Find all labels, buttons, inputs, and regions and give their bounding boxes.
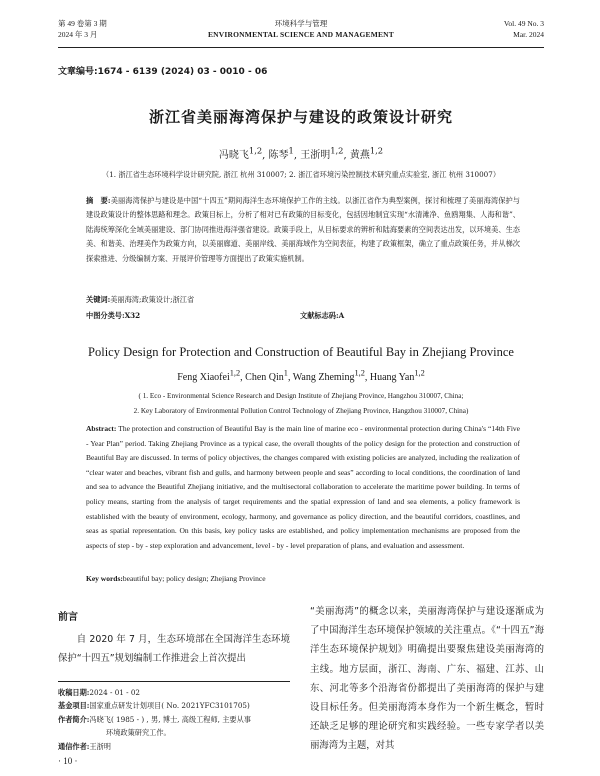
footnote-author-bio-cont: 环境政策研究工作。 [106, 728, 171, 738]
header-volume-cn: 第 49 卷第 3 期 [58, 19, 107, 28]
keywords-en-text: beautiful bay; policy design; Zhejiang Province [122, 574, 266, 583]
abstract-en-label: Abstract: [86, 424, 117, 433]
author-en: Huang Yan$^{1,2}$ [369, 369, 425, 384]
footnote-received: 收稿日期:2024 - 01 - 02 [58, 688, 140, 697]
author-zh: 陈琴$^1$, [268, 146, 298, 162]
keywords-chinese [86, 295, 520, 305]
affiliations-chinese: （1. 浙江省生态环境科学设计研究院, 浙江 杭州 310007; 2. 浙江省环境污染控制技术研究重点实验室, 浙江 杭州 310007） [101, 170, 501, 179]
author-en: Feng Xiaofei$^{1,2}$, [177, 369, 246, 384]
footnote-funding: 基金项目:国家重点研发计划项目( No. 2021YFC3101705) [58, 701, 250, 711]
clc-number: 中图分类号:X32 [86, 311, 141, 320]
abstract-en-text: The protection and construction of Beautiful Bay is the main line of marine eco - environmental protection during China's “14th Five - Year Plan” period. Taking Zhejiang Province as a typical case, the overall thoughts of the policy design for the protection and construction of Beautiful Bay are discussed. In terms of policy objectives, the changes compared with existing policies are analyzed, including the realization of “clear water and beaches, vibrant fish and gulls, and harmony between people and seas” according to local conditions, the coordination of land and sea to advance the Beautiful Zhejiang initiative, and the multisectoral collaboration to accelerate the maritime power building. In terms of policy means, starting from the analysis of target requirements and the spatial expression of land and sea elements, a policy framework is established with the beauty of environment, ecology, harmony, and governance as policy direction, and the beautiful corridors, coastlines, and seas as spatial representation. On this basis, key policy tasks are established, and policy implementation mechanisms are proposed from the aspects of step - by - step exploration and advancement, level - by - level preparation of plans, and evaluation and assessment. [86, 424, 520, 550]
header-volume-info-en [504, 18, 544, 40]
abstract-chinese [86, 194, 520, 266]
journal-name-en: ENVIRONMENTAL SCIENCE AND MANAGEMENT [207, 30, 395, 39]
authors-english [58, 369, 544, 383]
title-chinese: 浙江省美丽海湾保护与建设的政策设计研究 [148, 108, 453, 126]
body-column-right [310, 602, 544, 756]
authors-chinese [58, 146, 544, 161]
journal-name-cn: 环境科学与管理 [274, 19, 328, 28]
header-date-en: Mar. 2024 [513, 30, 544, 39]
footnote-author-bio: 作者简介:冯晓飞( 1985 - ) , 男, 博士, 高级工程师, 主要从事 [58, 714, 251, 724]
footnote-divider [58, 681, 290, 682]
header-divider [58, 47, 544, 48]
header-journal-name [58, 18, 544, 40]
abstract-zh-text: 美丽海湾保护与建设是中国“十四五”期间海洋生态环境保护工作的主线。以浙江省作为典型案例，探讨和梳理了美丽海湾保护与建设政策设计的整体思路和理念。政策目标上，分析了相对已有政策的目标变化，包括因地制宜实现“水清滩净、鱼鸥翔集、人海和谐”、陆海统筹深化全域美丽建设、部门协同推进海洋强省建设。政策手段上，从目标要求的辨析和陆海要素的空间表达出发，以环境美、生态美、和谐美、治理美作为政策方向，以美丽廊道、美丽岸线、美丽海域作为空间表征，构建了政策框架，确立了重点政策任务，并从梯次探索推进、分级编制方案、开展评价管理等方面提出了政策实施机制。 [86, 196, 520, 263]
keywords-zh-text: 美丽海湾;政策设计;浙江省 [110, 295, 195, 304]
author-en: Wang Zheming$^{1,2}$, [292, 369, 370, 384]
author-en: Chen Qin$^1$, [245, 369, 293, 384]
body-paragraph: “美丽海湾”的概念以来，美丽海湾保护与建设逐渐成为了中国海洋生态环境保护领域的关注重点。《“十四五”海洋生态环境保护规划》明确提出要聚焦建设美丽海湾的主线。地方层面，浙江、海南、广东、福建、江苏、山东、河北等多个沿海省份都提出了美丽海湾的保护与建设目标任务。但美丽海湾本身作为一个新生概念，暂时还缺乏足够的理论研究和实践经验。一些专家学者以美丽海湾为主题，对其 [310, 606, 544, 752]
section-heading-introduction: 前言 [58, 612, 78, 623]
keywords-english [86, 574, 266, 583]
article-number: 文章编号:1674 - 6139 (2024) 03 - 0010 - 06 [58, 67, 268, 77]
footnote-corresponding: 通信作者:王浙明 [58, 741, 111, 751]
title-english: Policy Design for Protection and Construction of Beautiful Bay in Zhejiang Province [88, 345, 514, 359]
affiliation-en-2: 2. Key Laboratory of Environmental Pollution Control Technology of Zhejiang Province, Hangzhou 310007, China) [133, 407, 469, 415]
author-zh: 冯晓飞$^{1,2}$, [218, 146, 266, 162]
header-date-cn: 2024 年 3 月 [58, 30, 98, 39]
keywords-zh-label: 关键词: [86, 295, 111, 304]
footnotes [58, 686, 290, 753]
affiliations-english [58, 389, 544, 419]
affiliation-en-1: ( 1. Eco - Environmental Science Research and Design Institute of Zhejiang Province, Hangzhou 310007, China; [138, 392, 464, 400]
abstract-english [86, 422, 520, 553]
body-paragraph: 自 2020 年 7 月，生态环境部在全国海洋生态环境保护“十四五”规划编制工作推进会上首次提出 [58, 634, 290, 664]
body-column-left [58, 630, 290, 668]
document-code: 文献标志码:A [300, 311, 345, 320]
abstract-zh-label: 摘 要: [86, 196, 111, 205]
keywords-en-label: Key words: [86, 574, 123, 583]
header-volume-en: Vol. 49 No. 3 [503, 19, 544, 28]
author-zh: 黄燕$^{1,2}$ [349, 146, 384, 162]
page-number: · 10 · [58, 756, 78, 766]
author-zh: 王浙明$^{1,2}$, [300, 146, 347, 162]
